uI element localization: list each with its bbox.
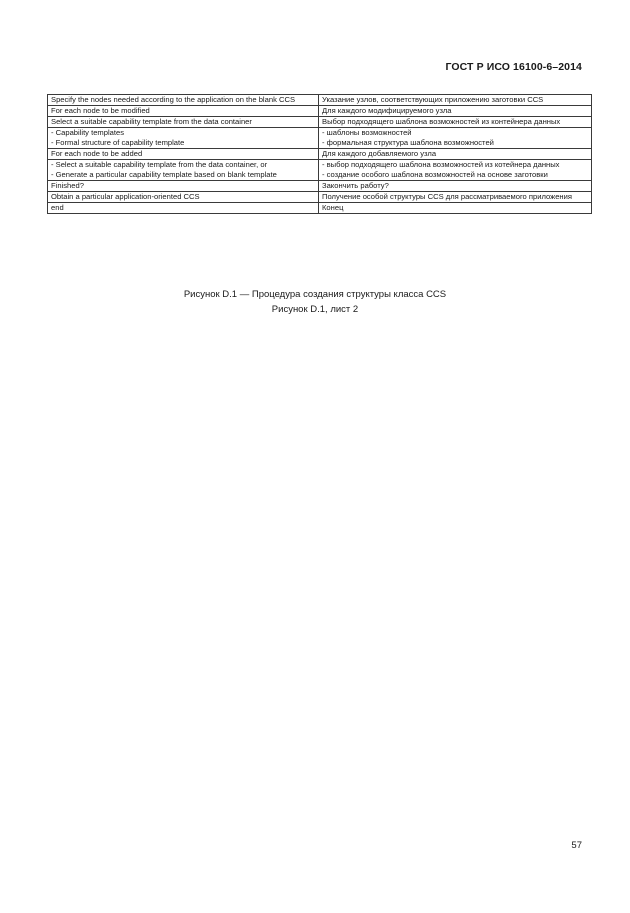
cell-text: Указание узлов, соответствующих приложению заготовки CCS bbox=[322, 95, 544, 104]
russian-cell bbox=[319, 106, 592, 117]
russian-cell bbox=[319, 192, 592, 203]
cell-text: For each node to be added bbox=[51, 149, 143, 158]
table-row bbox=[48, 106, 592, 117]
english-cell bbox=[48, 95, 319, 106]
standard-id-header: ГОСТ Р ИСО 16100-6–2014 bbox=[445, 61, 582, 73]
table-row bbox=[48, 160, 592, 181]
cell-text: - Generate a particular capability template based on blank template bbox=[51, 170, 277, 179]
cell-text: - шаблоны возможностей bbox=[322, 128, 412, 137]
cell-text: Конец bbox=[322, 203, 344, 212]
table-row bbox=[48, 117, 592, 128]
table-row bbox=[48, 149, 592, 160]
russian-cell bbox=[319, 203, 592, 214]
cell-text: For each node to be modified bbox=[51, 106, 150, 115]
cell-text: Для каждого добавляемого узла bbox=[322, 149, 437, 158]
cell-text: Закончить работу? bbox=[322, 181, 389, 190]
english-cell bbox=[48, 181, 319, 192]
table-row bbox=[48, 95, 592, 106]
english-cell bbox=[48, 106, 319, 117]
english-cell bbox=[48, 192, 319, 203]
russian-cell bbox=[319, 149, 592, 160]
english-cell bbox=[48, 160, 319, 181]
cell-text: Specify the nodes needed according to the application on the blank CCS bbox=[51, 95, 296, 104]
russian-cell bbox=[319, 160, 592, 181]
english-cell bbox=[48, 203, 319, 214]
cell-text: Выбор подходящего шаблона возможностей из контейнера данных bbox=[322, 117, 561, 126]
english-cell bbox=[48, 149, 319, 160]
table-row bbox=[48, 203, 592, 214]
cell-text: Finished? bbox=[51, 181, 84, 190]
english-cell bbox=[48, 128, 319, 149]
figure-caption: Рисунок D.1 — Процедура создания структуры класса CCS bbox=[183, 289, 447, 300]
cell-text: Для каждого модифицируемого узла bbox=[322, 106, 452, 115]
russian-cell bbox=[319, 95, 592, 106]
cell-text: - создание особого шаблона возможностей на основе заготовки bbox=[322, 170, 548, 179]
figure-sheet-caption: Рисунок D.1, лист 2 bbox=[271, 304, 359, 315]
cell-text: - формальная структура шаблона возможностей bbox=[322, 138, 494, 147]
table-body bbox=[48, 95, 592, 214]
table-row bbox=[48, 192, 592, 203]
cell-text: - Formal structure of capability template bbox=[51, 138, 185, 147]
cell-text: Получение особой структуры CCS для рассматриваемого приложения bbox=[322, 192, 572, 201]
page-number: 57 bbox=[571, 840, 582, 851]
table-row bbox=[48, 128, 592, 149]
russian-cell bbox=[319, 128, 592, 149]
cell-text: - Capability templates bbox=[51, 128, 125, 137]
cell-text: end bbox=[51, 203, 64, 212]
russian-cell bbox=[319, 117, 592, 128]
cell-text: - Select a suitable capability template from the data container, or bbox=[51, 160, 268, 169]
english-cell bbox=[48, 117, 319, 128]
translation-table bbox=[47, 94, 592, 214]
russian-cell bbox=[319, 181, 592, 192]
cell-text: - выбор подходящего шаблона возможностей из котейнера данных bbox=[322, 160, 560, 169]
table-row bbox=[48, 181, 592, 192]
cell-text: Select a suitable capability template from the data container bbox=[51, 117, 252, 126]
cell-text: Obtain a particular application-oriented CCS bbox=[51, 192, 200, 201]
